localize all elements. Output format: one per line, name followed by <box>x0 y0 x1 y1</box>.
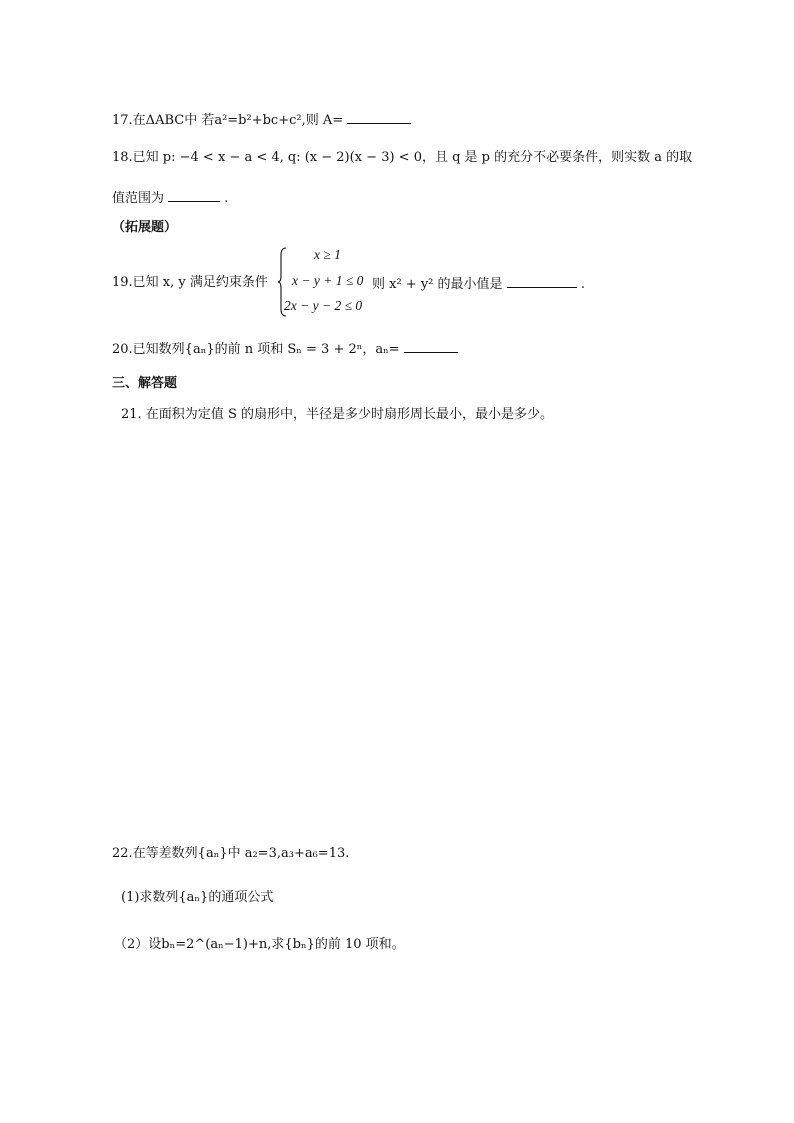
question-17 <box>112 111 411 129</box>
answer-blank-20[interactable] <box>404 340 458 353</box>
question-22-stem <box>112 846 349 862</box>
section-heading-solutions <box>112 376 177 392</box>
question-19-middle-text: 则 x² + y² 的最小值是 <box>372 277 503 292</box>
section-heading-solutions-text: 三、解答题 <box>112 376 178 391</box>
question-17-text: 17.在ΔABC中 若a²=b²+bc+c²,则 A= <box>112 113 344 128</box>
answer-blank-18[interactable] <box>168 189 220 202</box>
question-18-continuation: 值范围为 <box>112 191 165 206</box>
question-18-line-2 <box>112 189 228 207</box>
question-21-text: 21. 在面积为定值 S 的扇形中，半径是多少时扇形周长最小，最小是多少。 <box>121 407 553 422</box>
section-heading-extension <box>112 220 177 236</box>
answer-blank-19[interactable] <box>507 275 577 288</box>
question-18-period: . <box>224 191 229 206</box>
question-19-prefix <box>112 275 268 291</box>
section-heading-extension-text: （拓展题） <box>112 220 178 235</box>
constraint-row-2: x − y + 1 ≤ 0 <box>292 273 364 288</box>
question-22-stem-text: 22.在等差数列{aₙ}中 a₂=3,a₃+a₆=13. <box>112 846 350 861</box>
constraint-row-3: 2x − y − 2 ≤ 0 <box>284 298 363 313</box>
question-20 <box>112 340 458 358</box>
question-22-part-2-text: （2）设bₙ=2^(aₙ−1)+n,求{bₙ}的前 10 项和。 <box>114 937 405 952</box>
answer-blank-17[interactable] <box>347 111 411 124</box>
question-18-line-1 <box>112 150 692 166</box>
question-20-text: 20.已知数列{aₙ}的前 n 项和 Sₙ = 3 + 2ⁿ，aₙ= <box>112 342 400 357</box>
question-19-tail <box>372 275 585 293</box>
question-21 <box>121 407 553 423</box>
question-22-part-1 <box>121 890 273 906</box>
question-19-period: . <box>580 277 585 292</box>
question-18-text: 18.已知 p: −4 < x − a < 4, q: (x − 2)(x − 3) < 0，且 q 是 p 的充分不必要条件，则实数 a 的取 <box>112 150 693 165</box>
question-22-part-2 <box>114 937 405 953</box>
question-19-text: 19.已知 x, y 满足约束条件 <box>112 275 268 290</box>
constraint-row-1: x ≥ 1 <box>314 247 341 262</box>
question-22-part-1-text: (1)求数列{aₙ}的通项公式 <box>121 890 274 905</box>
